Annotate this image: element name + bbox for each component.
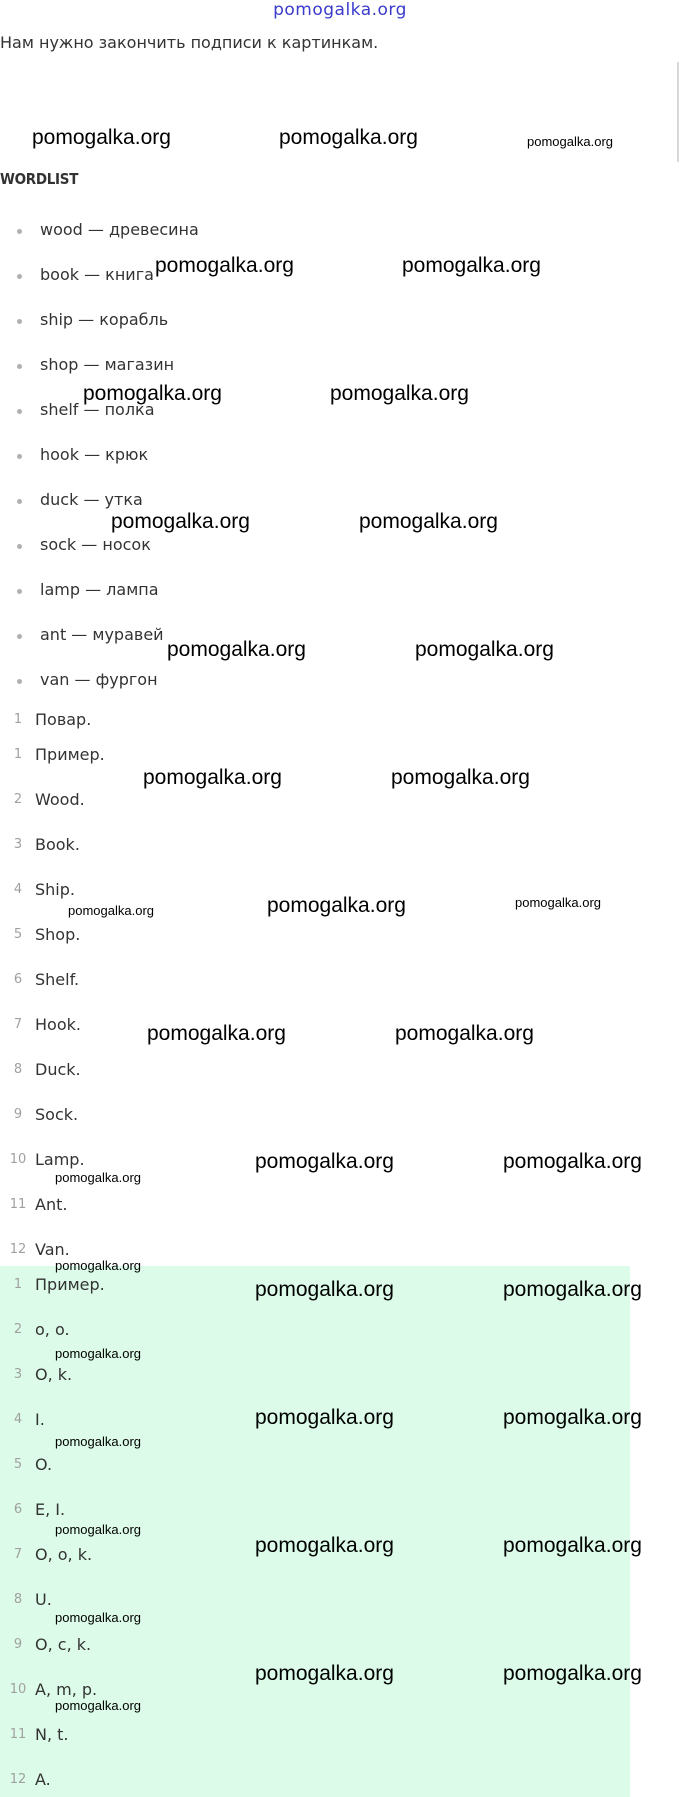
row-number: 8 — [13, 1592, 23, 1607]
watermark-text: pomogalka.org — [503, 1662, 642, 1685]
row-text: Shop. — [35, 925, 81, 944]
bullet-icon — [17, 364, 22, 369]
row-number: 9 — [13, 1637, 23, 1652]
watermark-text: pomogalka.org — [55, 1522, 141, 1537]
watermark-text: pomogalka.org — [255, 1662, 394, 1685]
row-number: 1 — [13, 747, 23, 762]
wordlist-item-text: shelf — полка — [40, 400, 155, 419]
watermark-text: pomogalka.org — [527, 134, 613, 149]
row-number: 8 — [13, 1062, 23, 1077]
bullet-icon — [17, 589, 22, 594]
row-number: 9 — [13, 1107, 23, 1122]
watermark-text: pomogalka.org — [391, 766, 530, 789]
row-number: 1 — [13, 712, 23, 727]
wordlist-item-text: wood — древесина — [40, 220, 199, 239]
row-text: Duck. — [35, 1060, 81, 1079]
watermark-text: pomogalka.org — [503, 1406, 642, 1429]
watermark-text: pomogalka.org — [255, 1278, 394, 1301]
bullet-icon — [17, 499, 22, 504]
row-text: Sock. — [35, 1105, 79, 1124]
watermark-text: pomogalka.org — [55, 1610, 141, 1625]
row-text: E, I. — [35, 1500, 66, 1519]
watermark-text: pomogalka.org — [55, 1258, 141, 1273]
row-text: Пример. — [35, 1275, 105, 1294]
bullet-icon — [17, 274, 22, 279]
row-text: Ship. — [35, 880, 75, 899]
intro-text: Нам нужно закончить подписи к картинкам. — [0, 33, 379, 52]
watermark-text: pomogalka.org — [402, 254, 541, 277]
wordlist-item-text: lamp — лампа — [40, 580, 159, 599]
row-text: O, c, k. — [35, 1635, 92, 1654]
row-number: 7 — [13, 1017, 23, 1032]
row-text: O. — [35, 1455, 53, 1474]
wordlist-item-text: ship — корабль — [40, 310, 169, 329]
site-logo[interactable]: pomogalka.org — [273, 0, 407, 20]
row-text: O, k. — [35, 1365, 73, 1384]
watermark-text: pomogalka.org — [55, 1170, 141, 1185]
row-number: 3 — [13, 837, 23, 852]
row-number: 6 — [13, 972, 23, 987]
watermark-text: pomogalka.org — [55, 1434, 141, 1449]
wordlist-item-text: hook — крюк — [40, 445, 149, 464]
bullet-icon — [17, 454, 22, 459]
watermark-text: pomogalka.org — [279, 126, 418, 149]
row-text: Van. — [35, 1240, 70, 1259]
wordlist-item-text: ant — муравей — [40, 625, 164, 644]
bullet-icon — [17, 229, 22, 234]
row-text: I. — [35, 1410, 45, 1429]
watermark-text: pomogalka.org — [515, 895, 601, 910]
row-number: 5 — [13, 927, 23, 942]
wordlist-title: WORDLIST — [0, 170, 79, 188]
wordlist-item-text: sock — носок — [40, 535, 151, 554]
watermark-text: pomogalka.org — [255, 1406, 394, 1429]
wordlist-item-text: van — фургон — [40, 670, 158, 689]
row-number: 4 — [13, 882, 23, 897]
wordlist-item-text: shop — магазин — [40, 355, 175, 374]
row-text: O, o, k. — [35, 1545, 93, 1564]
watermark-text: pomogalka.org — [83, 382, 222, 405]
watermark-text: pomogalka.org — [395, 1022, 534, 1045]
row-number: 7 — [13, 1547, 23, 1562]
watermark-text: pomogalka.org — [32, 126, 171, 149]
bullet-icon — [17, 679, 22, 684]
watermark-text: pomogalka.org — [503, 1278, 642, 1301]
row-text: A, m, p. — [35, 1680, 98, 1699]
watermark-text: pomogalka.org — [68, 903, 154, 918]
wordlist-item-text: duck — утка — [40, 490, 143, 509]
row-text: o, o. — [35, 1320, 70, 1339]
row-number: 6 — [13, 1502, 23, 1517]
row-number: 12 — [9, 1772, 27, 1787]
row-number: 11 — [9, 1197, 27, 1212]
watermark-text: pomogalka.org — [415, 638, 554, 661]
watermark-text: pomogalka.org — [330, 382, 469, 405]
watermark-text: pomogalka.org — [155, 254, 294, 277]
row-text: Повар. — [35, 710, 92, 729]
row-number: 11 — [9, 1727, 27, 1742]
row-text: Пример. — [35, 745, 105, 764]
row-number: 5 — [13, 1457, 23, 1472]
watermark-text: pomogalka.org — [55, 1698, 141, 1713]
row-number: 10 — [9, 1152, 27, 1167]
bullet-icon — [17, 544, 22, 549]
watermark-text: pomogalka.org — [359, 510, 498, 533]
row-text: Ant. — [35, 1195, 68, 1214]
watermark-text: pomogalka.org — [167, 638, 306, 661]
watermark-text: pomogalka.org — [255, 1534, 394, 1557]
bullet-icon — [17, 409, 22, 414]
scrollbar[interactable] — [677, 62, 679, 162]
row-text: Lamp. — [35, 1150, 85, 1169]
watermark-text: pomogalka.org — [143, 766, 282, 789]
row-text: A. — [35, 1770, 51, 1789]
row-text: Hook. — [35, 1015, 81, 1034]
watermark-text: pomogalka.org — [255, 1150, 394, 1173]
wordlist-item-text: book — книга — [40, 265, 154, 284]
row-number: 2 — [13, 1322, 23, 1337]
row-text: Shelf. — [35, 970, 80, 989]
watermark-text: pomogalka.org — [503, 1150, 642, 1173]
row-number: 12 — [9, 1242, 27, 1257]
watermark-text: pomogalka.org — [503, 1534, 642, 1557]
row-text: Book. — [35, 835, 80, 854]
watermark-text: pomogalka.org — [55, 1346, 141, 1361]
row-text: Wood. — [35, 790, 85, 809]
row-number: 1 — [13, 1277, 23, 1292]
row-number: 2 — [13, 792, 23, 807]
watermark-text: pomogalka.org — [111, 510, 250, 533]
watermark-text: pomogalka.org — [267, 894, 406, 917]
row-number: 10 — [9, 1682, 27, 1697]
watermark-text: pomogalka.org — [147, 1022, 286, 1045]
row-number: 4 — [13, 1412, 23, 1427]
row-number: 3 — [13, 1367, 23, 1382]
bullet-icon — [17, 319, 22, 324]
row-text: U. — [35, 1590, 52, 1609]
bullet-icon — [17, 634, 22, 639]
row-text: N, t. — [35, 1725, 69, 1744]
